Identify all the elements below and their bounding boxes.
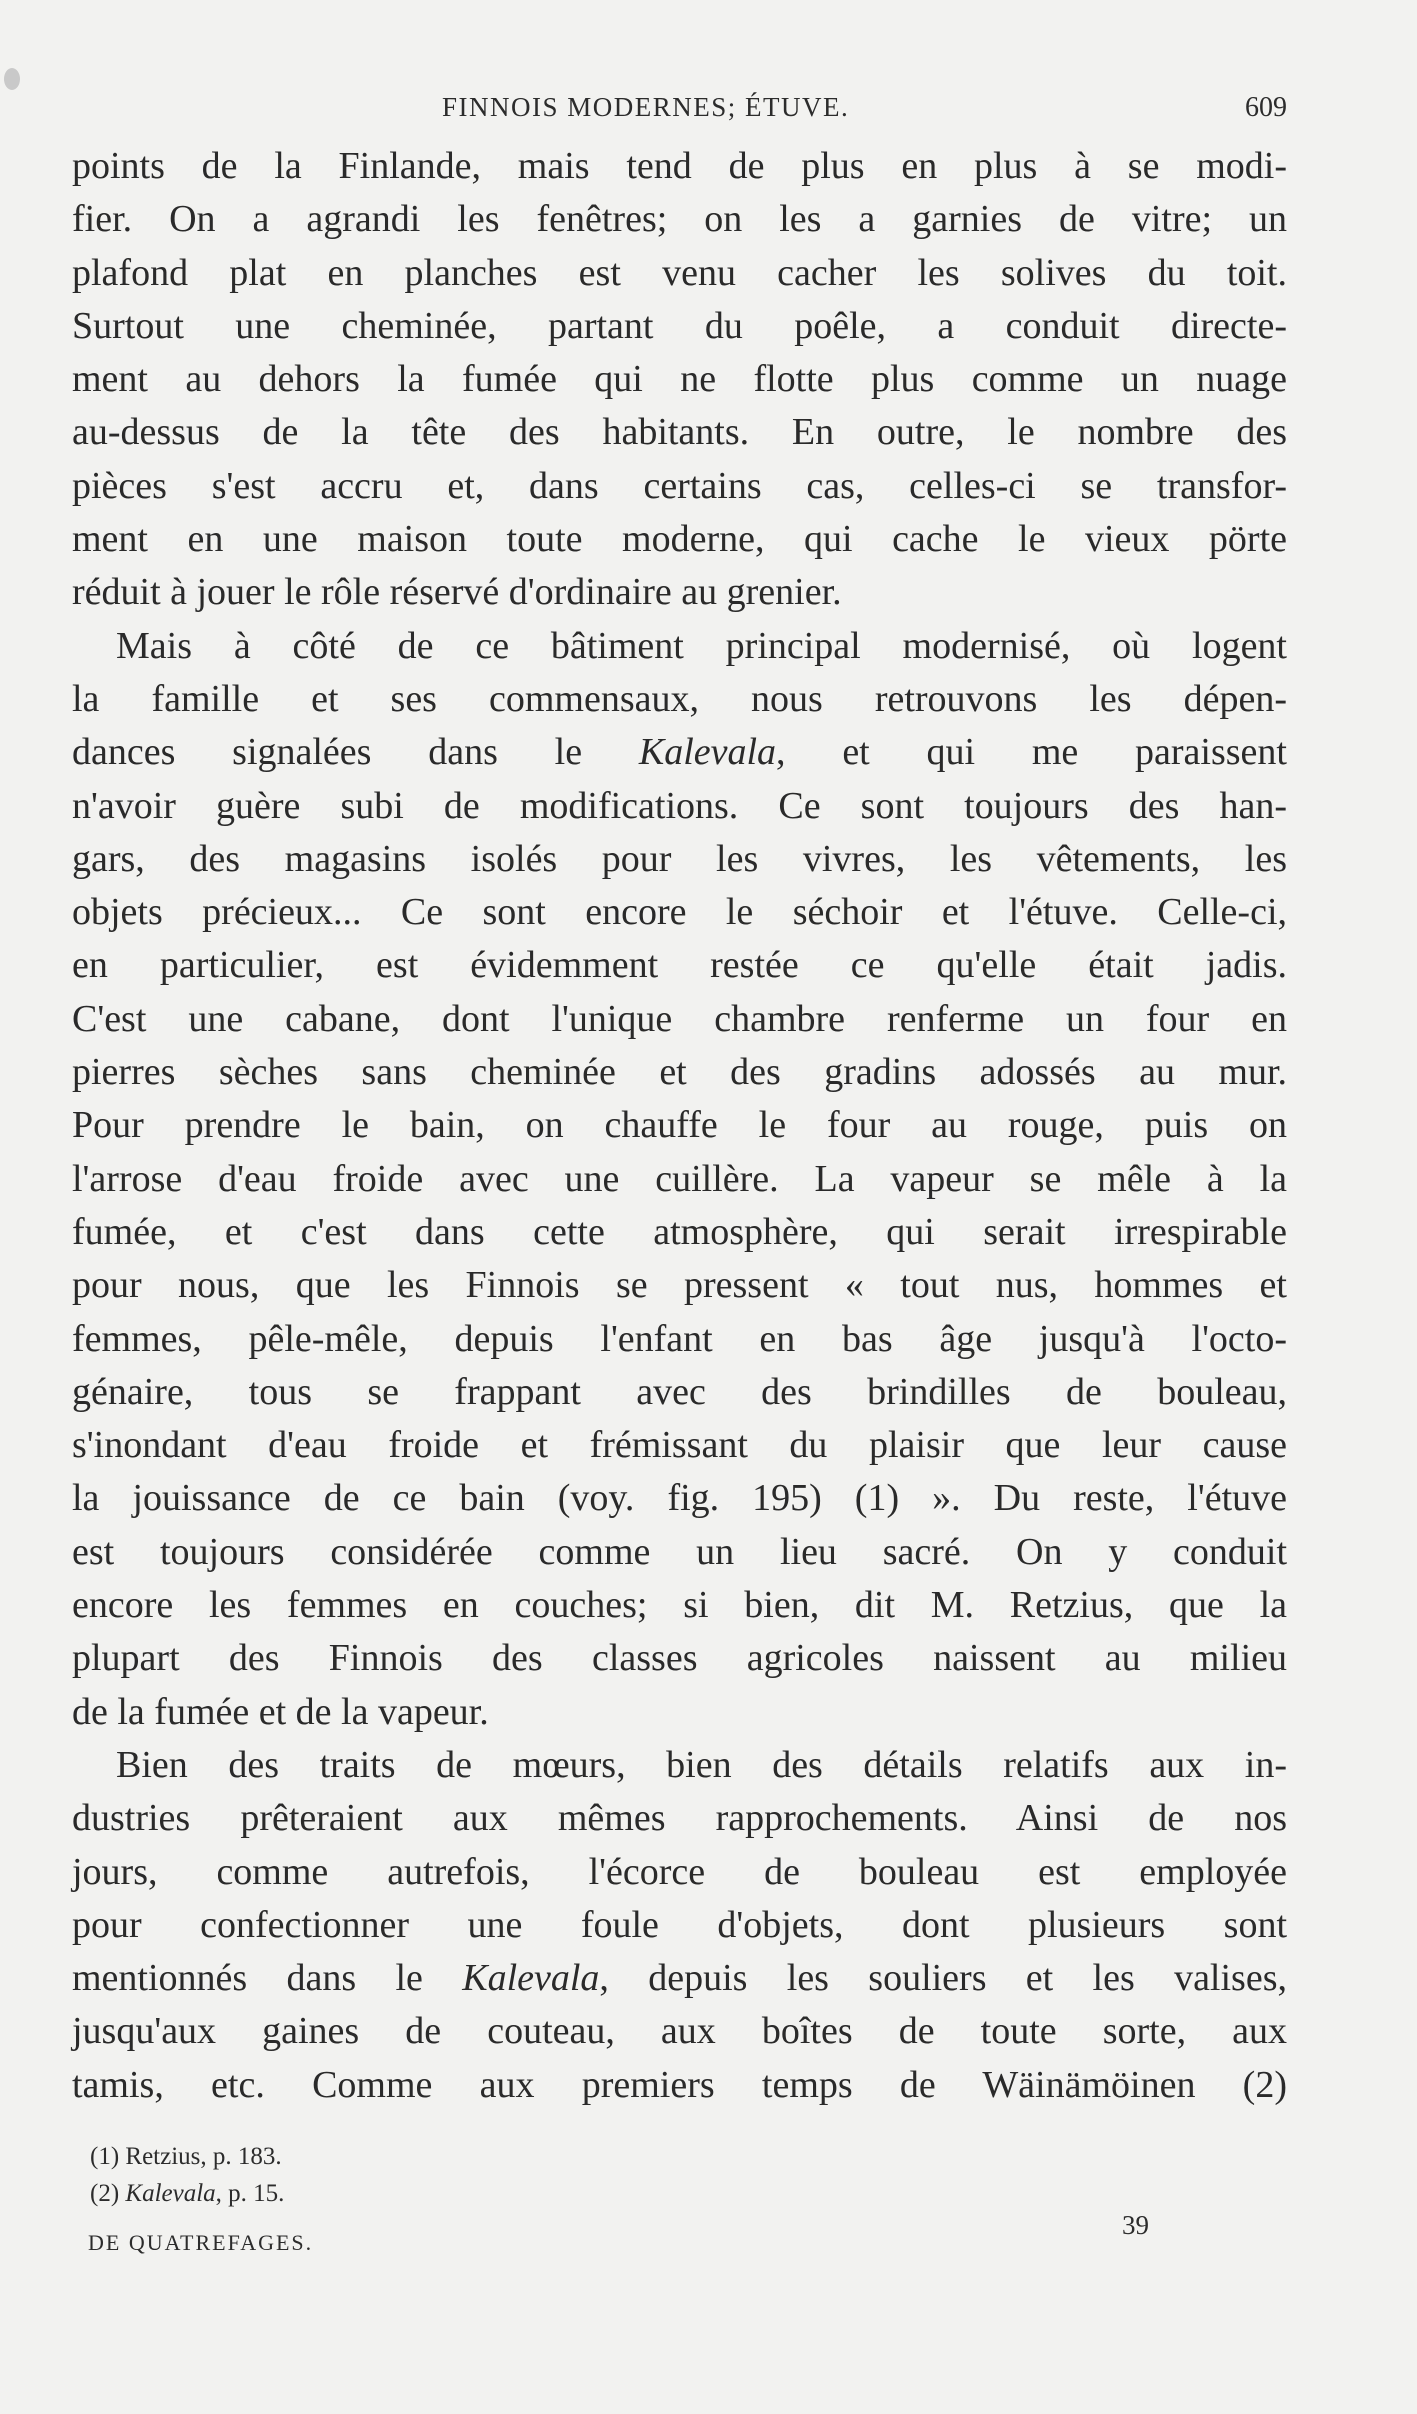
text-line: mentionnés dans le Kalevala, depuis les souliers et les valises, xyxy=(72,1957,1287,2000)
text-line: Pour prendre le bain, on chauffe le four au rouge, puis on xyxy=(72,1104,1287,1147)
body-text xyxy=(72,140,1287,2112)
text-line: Bien des traits de mœurs, bien des détails relatifs aux in- xyxy=(116,1743,1287,1786)
text-line: pierres sèches sans cheminée et des gradins adossés au mur. xyxy=(72,1051,1287,1094)
text-line: gars, des magasins isolés pour les vivres, les vêtements, les xyxy=(72,837,1287,880)
footnote-text: Kalevala, p. 15. xyxy=(125,2180,285,2207)
text-line: la jouissance de ce bain (voy. fig. 195) (1) ». Du reste, l'étuve xyxy=(72,1477,1287,1520)
footnote-mark: (2) xyxy=(90,2180,120,2207)
text-line: Surtout une cheminée, partant du poêle, a conduit directe- xyxy=(72,304,1287,347)
text-line: dustries prêteraient aux mêmes rapprochements. Ainsi de nos xyxy=(72,1797,1287,1840)
italic-title: Kalevala xyxy=(638,731,777,774)
text-line: objets précieux... Ce sont encore le séchoir et l'étuve. Celle-ci, xyxy=(72,891,1287,934)
text-line: plafond plat en planches est venu cacher les solives du toit. xyxy=(72,251,1287,294)
text-line: plupart des Finnois des classes agricoles naissent au milieu xyxy=(72,1637,1287,1680)
text-line: jusqu'aux gaines de couteau, aux boîtes de toute sorte, aux xyxy=(72,2010,1287,2053)
footnote xyxy=(90,2175,1287,2212)
footnotes xyxy=(90,2138,1287,2212)
text-line: génaire, tous se frappant avec des brindilles de bouleau, xyxy=(72,1370,1287,1413)
text-line: en particulier, est évidemment restée ce qu'elle était jadis. xyxy=(72,944,1287,987)
text-line: points de la Finlande, mais tend de plus en plus à se modi- xyxy=(72,145,1287,187)
text-line: au-dessus de la tête des habitants. En outre, le nombre des xyxy=(72,411,1287,454)
page-number: 609 xyxy=(1245,92,1287,123)
text-line: réduit à jouer le rôle réservé d'ordinaire au grenier. xyxy=(72,571,842,614)
text-line: fier. On a agrandi les fenêtres; on les a garnies de vitre; un xyxy=(72,198,1287,241)
signature-author: DE QUATREFAGES. xyxy=(88,2230,314,2255)
running-head xyxy=(72,88,1287,128)
text-line: pour confectionner une foule d'objets, dont plusieurs sont xyxy=(72,1903,1287,1946)
paper-stain xyxy=(4,68,20,90)
text-line: de la fumée et de la vapeur. xyxy=(72,1690,489,1733)
footnote xyxy=(90,2138,1287,2175)
footnote-mark: (1) xyxy=(90,2143,120,2170)
text-line: dances signalées dans le Kalevala, et qui me paraissent xyxy=(72,731,1287,774)
text-line: pour nous, que les Finnois se pressent « tout nus, hommes et xyxy=(72,1264,1287,1307)
text-line: la famille et ses commensaux, nous retrouvons les dépen- xyxy=(72,677,1287,720)
footnote-text: Retzius, p. 183. xyxy=(125,2143,282,2170)
text-line: s'inondant d'eau froide et frémissant du plaisir que leur cause xyxy=(72,1424,1287,1467)
text-line: pièces s'est accru et, dans certains cas, celles-ci se transfor- xyxy=(72,464,1287,507)
text-line: C'est une cabane, dont l'unique chambre renferme un four en xyxy=(72,997,1287,1040)
text-line: Mais à côté de ce bâtiment principal modernisé, où logent xyxy=(116,624,1287,667)
text-line: ment en une maison toute moderne, qui cache le vieux pörte xyxy=(72,518,1287,561)
running-head-title: FINNOIS MODERNES; ÉTUVE. xyxy=(442,92,850,122)
text-line: est toujours considérée comme un lieu sacré. On y conduit xyxy=(72,1530,1287,1573)
italic-title: Kalevala xyxy=(125,2180,216,2207)
signature-number: 39 xyxy=(1122,2210,1149,2240)
text-line: n'avoir guère subi de modifications. Ce sont toujours des han- xyxy=(72,784,1287,827)
italic-title: Kalevala xyxy=(462,1957,600,2000)
text-line: jours, comme autrefois, l'écorce de bouleau est employée xyxy=(72,1850,1287,1893)
text-line: fumée, et c'est dans cette atmosphère, qui serait irrespirable xyxy=(72,1210,1287,1253)
text-line: tamis, etc. Comme aux premiers temps de Wäinämöinen (2) xyxy=(72,2063,1287,2106)
text-line: femmes, pêle-mêle, depuis l'enfant en bas âge jusqu'à l'octo- xyxy=(72,1317,1287,1360)
text-line: encore les femmes en couches; si bien, dit M. Retzius, que la xyxy=(72,1584,1287,1627)
text-line: ment au dehors la fumée qui ne flotte plus comme un nuage xyxy=(72,358,1287,401)
text-line: l'arrose d'eau froide avec une cuillère. La vapeur se mêle à la xyxy=(72,1157,1287,1200)
